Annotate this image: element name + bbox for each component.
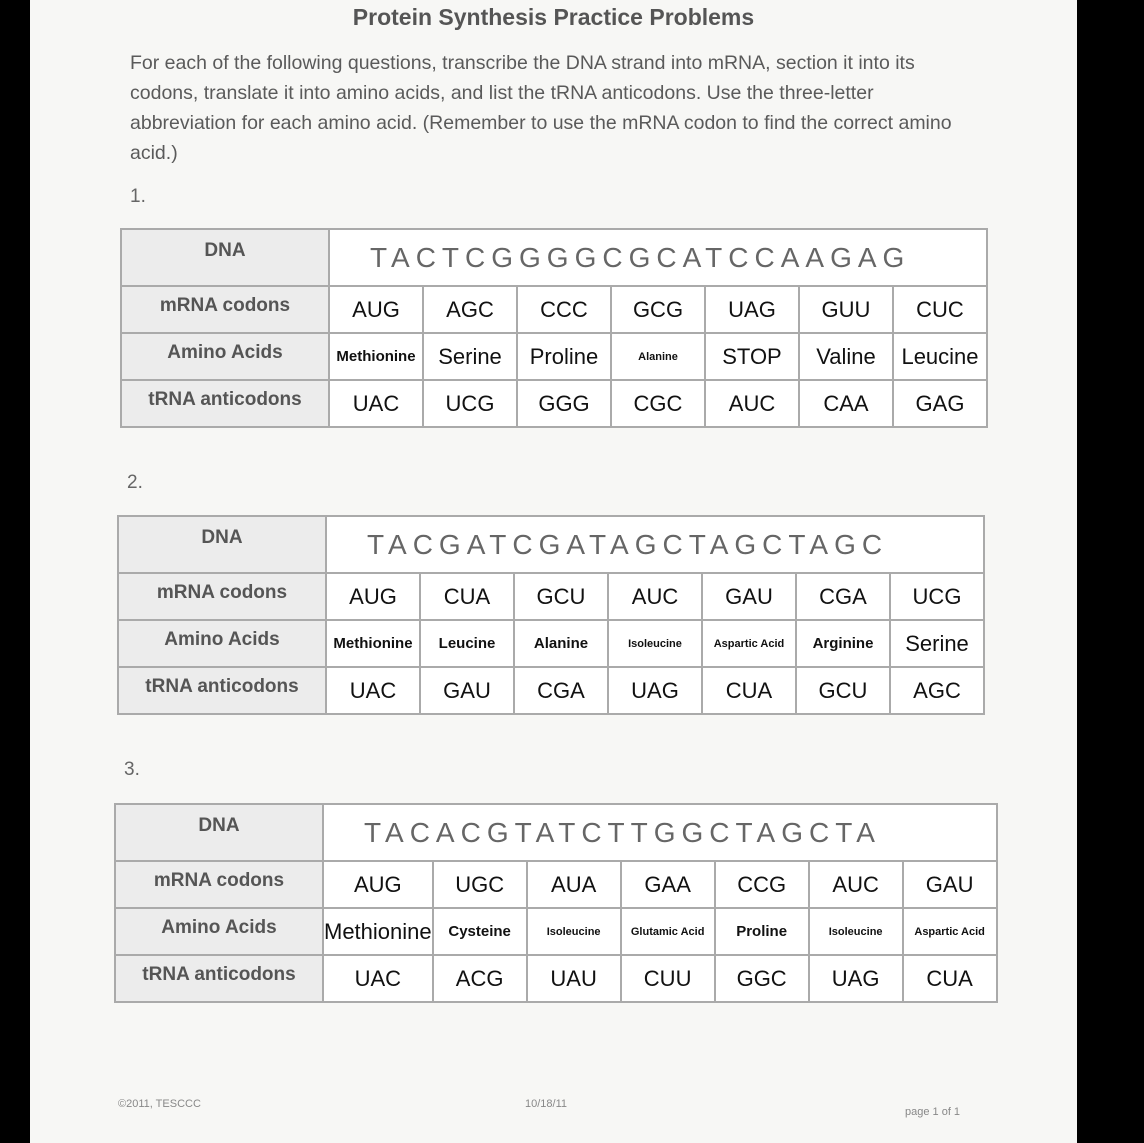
- dna-strand: TACGATCGATAGCTAGCTAGC: [326, 516, 984, 573]
- amino-acid-cell: Cysteine: [433, 908, 527, 955]
- row-label-trna-anticodon: tRNA anticodons: [118, 667, 326, 714]
- mrna-codon-cell: CUA: [420, 573, 514, 620]
- row-label-dna: DNA: [115, 804, 323, 861]
- amino-acid-cell: Aspartic Acid: [903, 908, 997, 955]
- trna-anticodon-cell: AGC: [890, 667, 984, 714]
- row-label-mrna-codon: mRNA codons: [118, 573, 326, 620]
- amino-acid-cell: Isoleucine: [527, 908, 621, 955]
- mrna-codon-cell: UAG: [705, 286, 799, 333]
- page-title: Protein Synthesis Practice Problems: [352, 4, 755, 30]
- trna-anticodon-cell: UAC: [326, 667, 420, 714]
- amino-acid-cell: Alanine: [514, 620, 608, 667]
- problem-number: 3.: [124, 759, 140, 780]
- trna-anticodon-cell: CGA: [514, 667, 608, 714]
- dna-strand: TACACGTATCTTGGCTAGCTA: [323, 804, 997, 861]
- row-label-amino-acid: Amino Acids: [115, 908, 323, 955]
- trna-anticodon-cell: GAU: [420, 667, 514, 714]
- mrna-codon-cell: UGC: [433, 861, 527, 908]
- trna-anticodon-cell: CGC: [611, 380, 705, 427]
- mrna-codon-cell: AGC: [423, 286, 517, 333]
- row-label-dna: DNA: [118, 516, 326, 573]
- amino-acid-cell: Proline: [517, 333, 611, 380]
- mrna-codon-cell: GAU: [702, 573, 796, 620]
- row-label-trna-anticodon: tRNA anticodons: [115, 955, 323, 1002]
- trna-anticodon-cell: CUA: [702, 667, 796, 714]
- mrna-codon-cell: AUC: [809, 861, 903, 908]
- row-label-mrna-codon: mRNA codons: [121, 286, 329, 333]
- trna-anticodon-cell: ACG: [433, 955, 527, 1002]
- footer-page: page 1 of 1: [905, 1106, 961, 1118]
- amino-acid-cell: Arginine: [796, 620, 890, 667]
- row-label-amino-acid: Amino Acids: [118, 620, 326, 667]
- problem-table: [114, 803, 998, 1003]
- trna-anticodon-cell: GGC: [715, 955, 809, 1002]
- amino-acid-cell: Isoleucine: [608, 620, 702, 667]
- mrna-codon-cell: CGA: [796, 573, 890, 620]
- problem-table: [120, 228, 988, 428]
- trna-anticodon-cell: AUC: [705, 380, 799, 427]
- problem-table: [117, 515, 985, 715]
- amino-acid-cell: Isoleucine: [809, 908, 903, 955]
- row-label-mrna-codon: mRNA codons: [115, 861, 323, 908]
- mrna-codon-cell: AUG: [323, 861, 433, 908]
- mrna-codon-cell: AUC: [608, 573, 702, 620]
- trna-anticodon-cell: GAG: [893, 380, 987, 427]
- amino-acid-cell: Serine: [423, 333, 517, 380]
- row-label-amino-acid: Amino Acids: [121, 333, 329, 380]
- amino-acid-cell: STOP: [705, 333, 799, 380]
- amino-acid-cell: Methionine: [323, 908, 433, 955]
- mrna-codon-cell: GCG: [611, 286, 705, 333]
- amino-acid-cell: Glutamic Acid: [621, 908, 715, 955]
- trna-anticodon-cell: GCU: [796, 667, 890, 714]
- amino-acid-cell: Leucine: [420, 620, 514, 667]
- footer-date: 10/18/11: [525, 1098, 568, 1110]
- mrna-codon-cell: CUC: [893, 286, 987, 333]
- trna-anticodon-cell: CUA: [903, 955, 997, 1002]
- amino-acid-cell: Leucine: [893, 333, 987, 380]
- mrna-codon-cell: GAA: [621, 861, 715, 908]
- trna-anticodon-cell: CAA: [799, 380, 893, 427]
- trna-anticodon-cell: UAC: [323, 955, 433, 1002]
- mrna-codon-cell: AUG: [329, 286, 423, 333]
- instructions: For each of the following questions, transcribe the DNA strand into mRNA, section it into its codons, translate it into amino acids, and list the tRNA anticodons. Use the three-letter abbreviation for each amino acid. (Remember to use the mRNA codon to find the correct amino acid.): [130, 52, 952, 164]
- dna-strand: TACTCGGGGCGCATCCAAGAG: [329, 229, 987, 286]
- row-label-dna: DNA: [121, 229, 329, 286]
- mrna-codon-cell: AUG: [326, 573, 420, 620]
- amino-acid-cell: Methionine: [326, 620, 420, 667]
- amino-acid-cell: Alanine: [611, 333, 705, 380]
- mrna-codon-cell: GUU: [799, 286, 893, 333]
- amino-acid-cell: Valine: [799, 333, 893, 380]
- mrna-codon-cell: GAU: [903, 861, 997, 908]
- mrna-codon-cell: CCC: [517, 286, 611, 333]
- trna-anticodon-cell: CUU: [621, 955, 715, 1002]
- trna-anticodon-cell: UCG: [423, 380, 517, 427]
- amino-acid-cell: Serine: [890, 620, 984, 667]
- problem-number: 2.: [127, 472, 143, 493]
- trna-anticodon-cell: UAC: [329, 380, 423, 427]
- mrna-codon-cell: CCG: [715, 861, 809, 908]
- amino-acid-cell: Proline: [715, 908, 809, 955]
- trna-anticodon-cell: UAG: [608, 667, 702, 714]
- amino-acid-cell: Aspartic Acid: [702, 620, 796, 667]
- amino-acid-cell: Methionine: [329, 333, 423, 380]
- mrna-codon-cell: UCG: [890, 573, 984, 620]
- trna-anticodon-cell: UAU: [527, 955, 621, 1002]
- trna-anticodon-cell: GGG: [517, 380, 611, 427]
- trna-anticodon-cell: UAG: [809, 955, 903, 1002]
- mrna-codon-cell: AUA: [527, 861, 621, 908]
- mrna-codon-cell: GCU: [514, 573, 608, 620]
- worksheet-page: [30, 0, 1077, 1143]
- footer-copyright: ©2011, TESCCC: [118, 1098, 201, 1110]
- problem-number: 1.: [130, 186, 146, 207]
- row-label-trna-anticodon: tRNA anticodons: [121, 380, 329, 427]
